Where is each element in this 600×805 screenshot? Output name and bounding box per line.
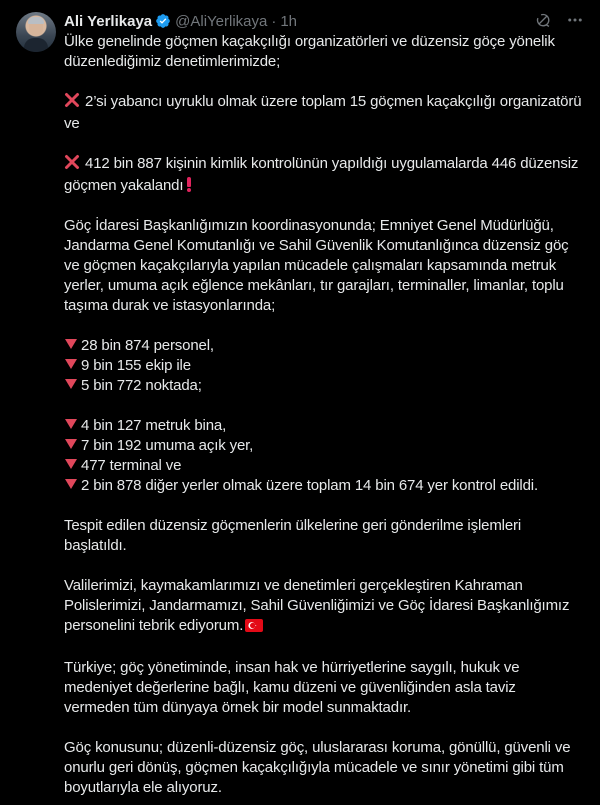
author-name[interactable]: Ali Yerlikaya [64,12,153,30]
avatar[interactable] [16,12,56,52]
avatar-suit [24,38,48,52]
list-item: 477 terminal ve [64,456,584,476]
list-item: 2 bin 878 diğer yerler olmak üzere toplam 14 bin 674 yer kontrol edildi. [64,476,584,496]
tweet-intro: Ülke genelinde göçmen kaçakçılığı organizatörleri ve düzensiz göçe yönelik düzenlediğimiz denetimlerimizde; [64,33,555,70]
tweet-coordination: Göç İdaresi Başkanlığımızın koordinasyonunda; Emniyet Genel Müdürlüğü, Jandarma Genel Komutanlığı ve Sahil Güvenlik Komutanlığınca düzensiz göç ve göçmen kaçakçılarıyla yapılan mücadele çalışmaları kapsamında metruk yerler, umuma açık eğlence mekânları, tır garajları, terminaller, limanlar, toplu taşıma durak ve istasyonlarında; [64,217,569,314]
red-down-triangle-icon [65,359,77,369]
list-item: 28 bin 874 personel, [64,336,584,356]
tweet-turkiye: Türkiye; göç yönetiminde, insan hak ve hürriyetlerine saygılı, hukuk ve medeniyet değerlerine bağlı, kamu düzeni ve güvenliğinden asla taviz vermeden tüm dünyaya örnek bir model sunmaktadır. [64,659,520,716]
cross-mark-icon [64,92,80,114]
tweet-congrats: Valilerimizi, kaymakamlarımızı ve denetimleri gerçekleştiren Kahraman Polislerimizi, Jandarmamızı, Sahil Güvenliğimizi ve Göç İdaresi Başkanlığımız personelini tebrik ediyorum. [64,576,584,638]
red-down-triangle-icon [65,339,77,349]
verified-badge-icon [155,13,171,29]
red-exclamation-icon [186,177,192,192]
red-down-triangle-icon [65,459,77,469]
cross-mark-icon [64,154,80,176]
tweet-closing: Göç konusunu; düzenli-düzensiz göç, uluslararası koruma, gönüllü, güvenli ve onurlu geri dönüş, göçmen kaçakçılığıyla mücadele ve sınır yönetimi gibi tüm boyutlarıyla ele alıyoruz. [64,739,571,796]
red-down-triangle-icon [65,419,77,429]
tweet-deportation: Tespit edilen düzensiz göçmenlerin ülkelerine geri gönderilme işlemleri başlatıldı. [64,517,522,554]
tweet-point-1 [64,92,584,134]
tweet-point-2-text: 412 bin 887 kişinin kimlik kontrolünün yapıldığı uygulamalarda 446 düzensiz göçmen yakalandı [64,155,579,194]
more-options-icon[interactable] [566,11,584,29]
list-item: 4 bin 127 metruk bina, [64,416,584,436]
separator-dot: · [271,12,277,30]
avatar-hair [28,17,44,24]
list-item: 5 bin 772 noktada; [64,376,584,396]
red-down-triangle-icon [65,379,77,389]
list-item: 9 bin 155 ekip ile [64,356,584,376]
header-actions [534,11,584,29]
post-time[interactable]: 1h [280,12,298,30]
turkey-flag-icon [245,618,263,638]
grok-icon[interactable] [534,11,552,29]
list-item: 7 bin 192 umuma açık yer, [64,436,584,456]
red-down-triangle-icon [65,439,77,449]
tweet-text [64,32,584,798]
tweet-header [64,10,584,32]
tweet-point-1-text: 2’si yabancı uyruklu olmak üzere toplam 15 göçmen kaçakçılığı organizatörü ve [64,93,582,132]
red-down-triangle-icon [65,479,77,489]
tweet-point-2 [64,154,584,196]
author-handle[interactable]: @AliYerlikaya [175,12,268,30]
